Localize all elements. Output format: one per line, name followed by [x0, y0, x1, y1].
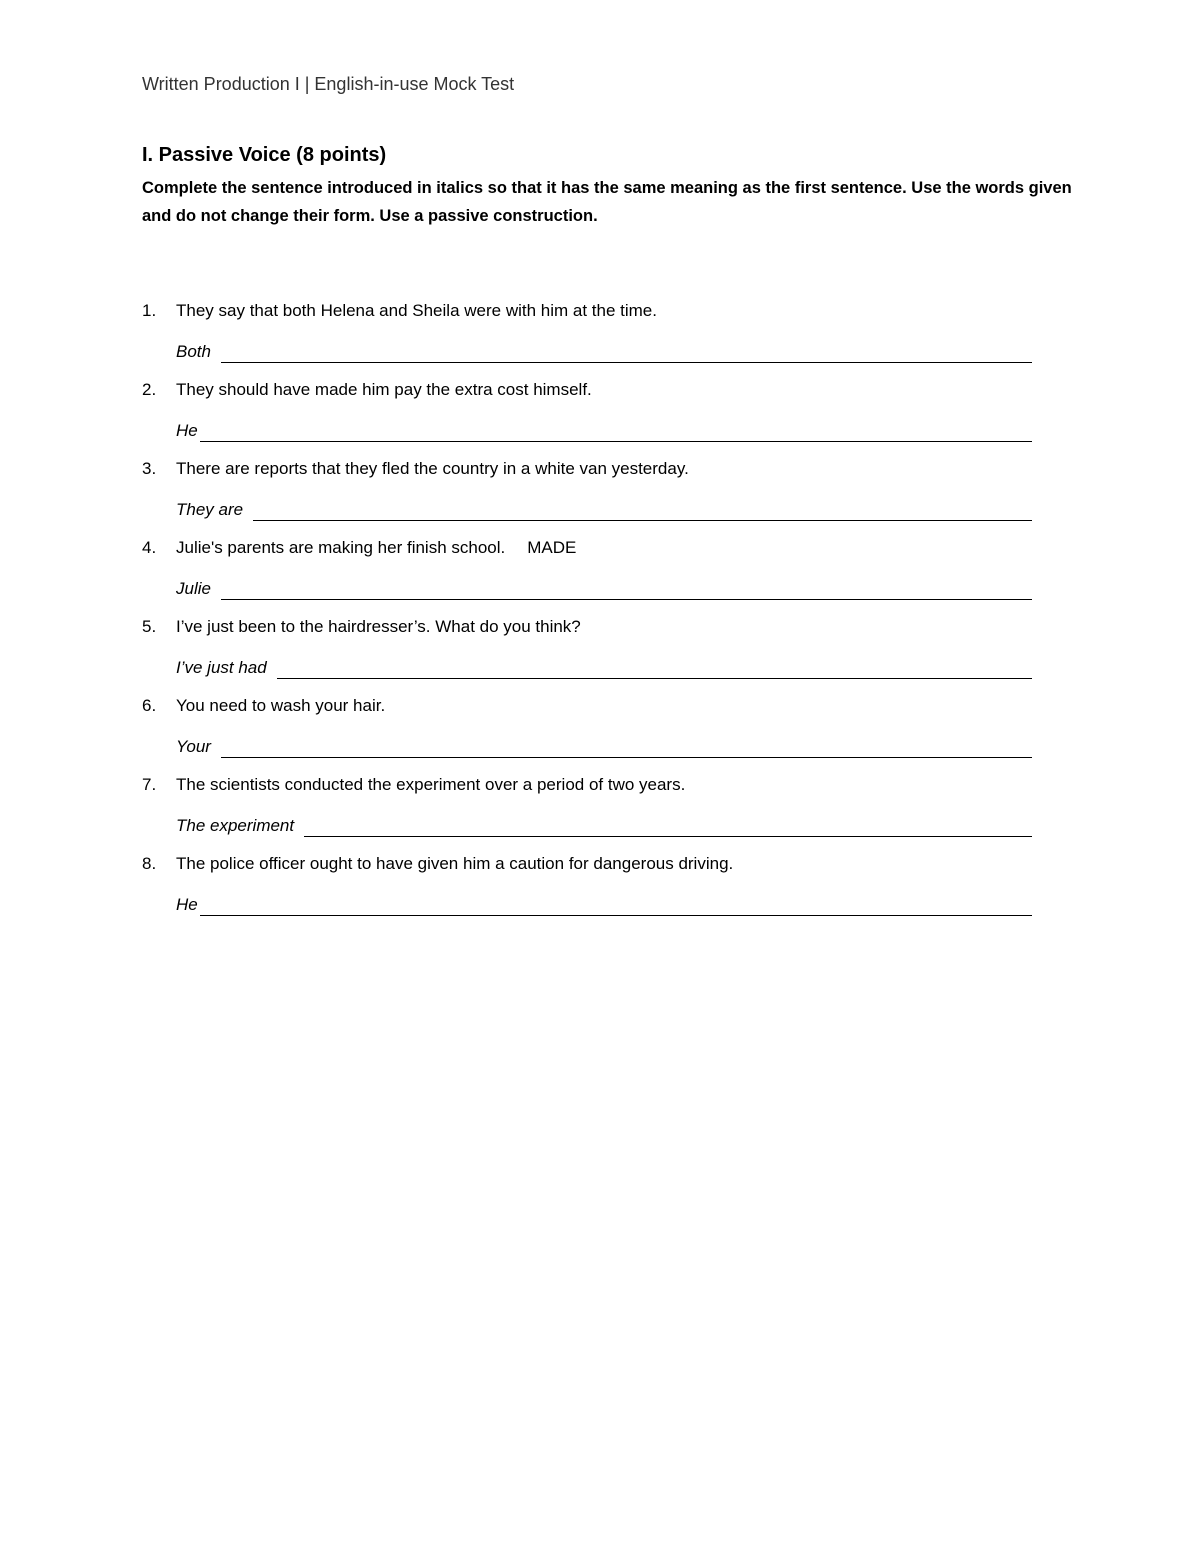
item-number: 7. — [142, 775, 157, 794]
exercise-item-7 — [142, 774, 1032, 853]
item-sentence: They should have made him pay the extra cost himself. — [176, 380, 592, 399]
item-number: 1. — [142, 301, 157, 320]
exercise-item-5 — [142, 616, 1032, 695]
given-word: MADE — [527, 538, 577, 557]
item-number: 3. — [142, 459, 157, 478]
item-number: 2. — [142, 380, 157, 399]
answer-line[interactable] — [200, 421, 1032, 442]
item-number: 8. — [142, 854, 157, 873]
answer-row — [176, 813, 1032, 837]
answer-line[interactable] — [221, 737, 1032, 758]
section-instructions: Complete the sentence introduced in italics so that it has the same meaning as the first sentence. Use the words given and do not change their form. Use a passive construction. — [142, 179, 1072, 225]
answer-prompt: He — [176, 895, 198, 914]
exercise-item-2 — [142, 379, 1032, 458]
answer-prompt: Your — [176, 737, 211, 756]
exercise-list — [142, 300, 1032, 932]
answer-prompt: They are — [176, 500, 244, 519]
answer-line[interactable] — [221, 342, 1032, 363]
item-number: 6. — [142, 696, 157, 715]
page-header: Written Production I | English-in-use Mock Test — [142, 74, 515, 94]
item-sentence: There are reports that they fled the country in a white van yesterday. — [176, 459, 689, 478]
exercise-item-8 — [142, 853, 1032, 932]
item-number: 4. — [142, 538, 157, 557]
exercise-item-4 — [142, 537, 1032, 616]
item-sentence: They say that both Helena and Sheila were with him at the time. — [176, 301, 657, 320]
answer-row — [176, 655, 1032, 679]
answer-row — [176, 339, 1032, 363]
answer-line[interactable] — [277, 658, 1032, 679]
answer-row — [176, 576, 1032, 600]
answer-prompt: I’ve just had — [176, 658, 267, 677]
exercise-item-6 — [142, 695, 1032, 774]
exercise-item-3 — [142, 458, 1032, 537]
answer-prompt: Julie — [176, 579, 211, 598]
answer-row — [176, 734, 1032, 758]
item-sentence: The scientists conducted the experiment over a period of two years. — [176, 775, 686, 794]
item-sentence: The police officer ought to have given him a caution for dangerous driving. — [176, 854, 734, 873]
answer-line[interactable] — [253, 500, 1032, 521]
section-title: I. Passive Voice (8 points) — [142, 144, 387, 166]
item-sentence: You need to wash your hair. — [176, 696, 386, 715]
item-sentence: Julie's parents are making her finish school. MADE — [176, 538, 577, 557]
item-number: 5. — [142, 617, 157, 636]
answer-line[interactable] — [304, 816, 1032, 837]
item-sentence: I’ve just been to the hairdresser’s. What do you think? — [176, 617, 581, 636]
answer-line[interactable] — [200, 895, 1032, 916]
exercise-item-1 — [142, 300, 1032, 379]
answer-prompt: Both — [176, 342, 211, 361]
answer-row — [176, 418, 1032, 442]
answer-prompt: He — [176, 421, 198, 440]
answer-prompt: The experiment — [176, 816, 295, 835]
answer-row — [176, 892, 1032, 916]
answer-line[interactable] — [221, 579, 1032, 600]
answer-row — [176, 497, 1032, 521]
